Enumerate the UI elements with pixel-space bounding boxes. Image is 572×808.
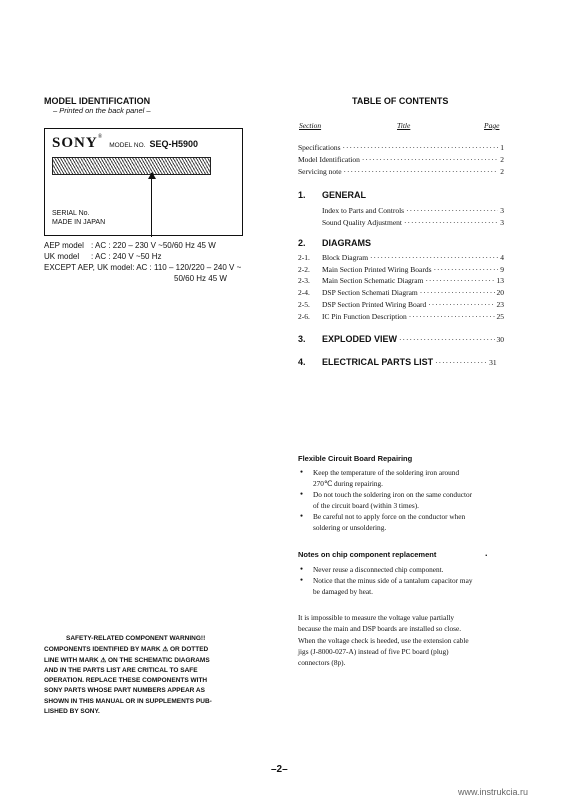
chip-replacement-heading: Notes on chip component replacement: [298, 550, 437, 559]
toc-diagram-items: [298, 252, 504, 322]
sony-logo: SONY: [52, 135, 98, 151]
model-identification-heading: MODEL IDENTIFICATION: [44, 96, 151, 106]
toc-heading: TABLE OF CONTENTS: [352, 96, 449, 106]
flex-board-heading: Flexible Circuit Board Repairing: [298, 454, 413, 463]
toc-intro: [298, 142, 504, 178]
toc-entry[interactable]: 2-5. DSP Section Printed Wiring Board ····· 23: [298, 299, 504, 311]
toc-entry[interactable]: Model Identification ····· 2: [298, 154, 504, 166]
toc-col-section: Section: [299, 121, 322, 130]
list-item: ● Never reuse a disconnected chip component.: [298, 564, 508, 575]
model-no-value: SEQ-H5900: [149, 139, 199, 149]
safety-warning: SAFETY-RELATED COMPONENT WARNING!! COMPONENTS IDENTIFIED BY MARK ⚠ OR DOTTED LINE WITH MARK ⚠ ON THE SCHEMATIC DIAGRAMS AND IN THE PARTS LIST ARE CRITICAL TO SAFE OPERATION. REPLACE THESE COMPONENTS WITH SONY PARTS WHOSE PART NUMBERS APPEAR AS SHOWN IN THIS MANUAL OR IN SUPPLEMENTS PUB- LISHED BY SONY.: [44, 634, 259, 717]
toc-col-title: Title: [397, 121, 411, 130]
pointer-line: [151, 173, 152, 237]
list-item: ● Do not touch the soldering iron on the same conductor of the circuit board (within 3 times).: [298, 489, 508, 511]
toc-section-parts-list[interactable]: 4. ELECTRICAL PARTS LIST ····· 31: [298, 357, 504, 367]
power-specs: AEP model : AC : 220 – 230 V ~50/60 Hz 45 W UK model : AC : 240 V ~50 Hz EXCEPT AEP, UK model: AC : 110 – 120/220 – 240 V ~ 50/60 Hz 45 W: [44, 241, 242, 283]
page-number: –2–: [271, 764, 288, 775]
made-in-label: MADE IN JAPAN: [52, 219, 106, 226]
toc-entry[interactable]: 2-4. DSP Section Schemati Diagram ····· 20: [298, 287, 504, 299]
serial-no-label: SERIAL No.: [52, 210, 90, 217]
voltage-note: It is impossible to measure the voltage value partially because the main and DSP boards are installed so close. When the voltage check is heeded, use the extension cable jigs (J-8000-027-A) instead of five PC board (plug) connectors (8p).: [298, 613, 469, 668]
toc-entry[interactable]: Specifications ····· 1: [298, 142, 504, 154]
list-item: ● Notice that the minus side of a tantalum capacitor may be damaged by heat.: [298, 575, 508, 597]
watermark: www.instrukcia.ru: [458, 787, 529, 797]
list-item: ● Be careful not to apply force on the conductor when soldering or unsoldering.: [298, 511, 508, 533]
toc-entry[interactable]: Sound Quality Adjustment ····· 3: [322, 217, 504, 229]
toc-section-diagrams: 2. DIAGRAMS: [298, 238, 371, 248]
toc-section-exploded-view[interactable]: 3. EXPLODED VIEW ····· 30: [298, 334, 504, 344]
model-identification-subtitle: – Printed on the back panel –: [53, 106, 151, 115]
toc-entry[interactable]: 2-1. Block Diagram ····· 4: [298, 252, 504, 264]
pointer-arrow-icon: [148, 172, 156, 179]
chip-heading-mark: .: [485, 548, 488, 558]
toc-entry[interactable]: 2-2. Main Section Printed Wiring Boards ····· 9: [298, 264, 504, 276]
toc-col-page: Page: [484, 121, 500, 130]
toc-entry[interactable]: Servicing note ····· 2: [298, 166, 504, 178]
toc-entry[interactable]: 2-6. IC Pin Function Description ····· 25: [298, 311, 504, 323]
chip-replacement-list: [298, 564, 508, 597]
toc-section-general: 1. GENERAL: [298, 190, 367, 200]
safety-warning-title: SAFETY-RELATED COMPONENT WARNING!!: [66, 635, 206, 642]
back-panel-label: SONY® MODEL NO. SEQ-H5900 SERIAL No. MADE IN JAPAN: [44, 128, 243, 236]
list-item: ● Keep the temperature of the soldering iron around 270℃ during repairing.: [298, 467, 508, 489]
barcode-area: [52, 157, 211, 175]
flex-board-list: [298, 467, 508, 533]
model-no-label: MODEL NO.: [109, 142, 146, 149]
toc-general-items: [322, 205, 504, 228]
toc-entry[interactable]: 2-3. Main Section Schematic Diagram ····· 13: [298, 275, 504, 287]
toc-entry[interactable]: Index to Parts and Controls ····· 3: [322, 205, 504, 217]
